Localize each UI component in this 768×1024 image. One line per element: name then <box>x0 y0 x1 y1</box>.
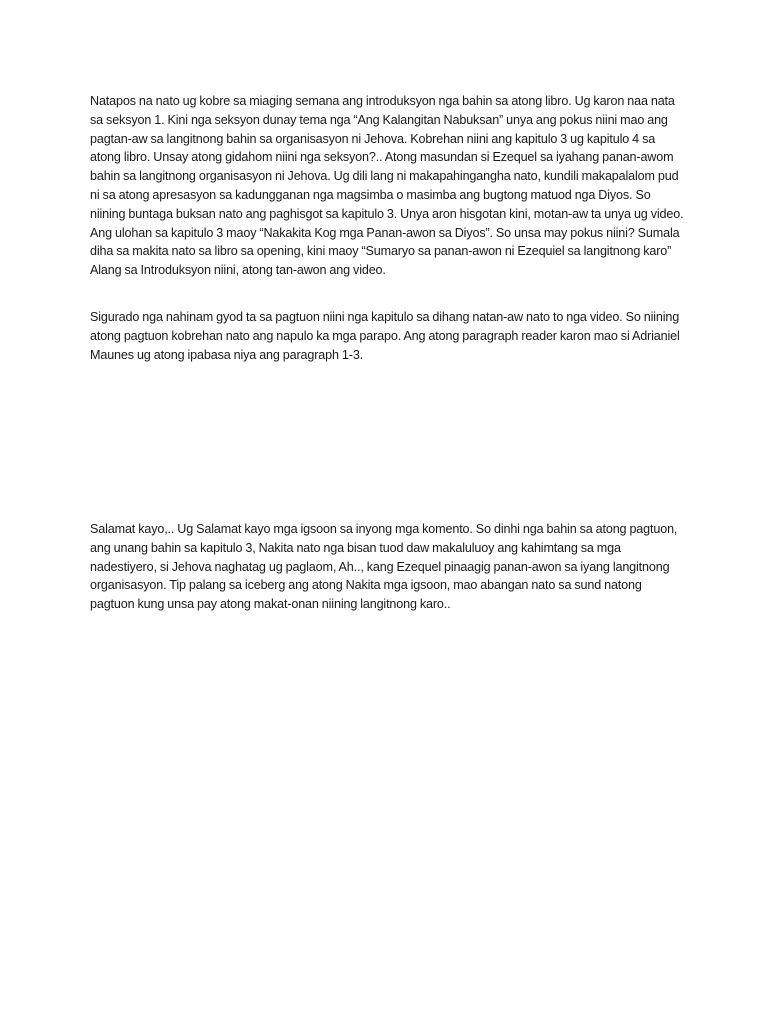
paragraph-introduction: Natapos na nato ug kobre sa miaging semana ang introduksyon nga bahin sa atong libro. Ug karon naa nata sa seksyon 1. Kini nga seksyon dunay tema nga “Ang Kalangitan Nabuksan” unya ang pokus niini mao ang pagtan-aw sa langitnong bahin sa organisasyon ni Jehova. Kobrehan niini ang kapitulo 3 ug kapitulo 4 sa atong libro. Unsay atong gidahom niini nga seksyon?.. Atong masundan si Ezequel sa iyahang panan-awom bahin sa langitnong organisasyon ni Jehova. Ug dili lang ni makapahingangha nato, kundili makapalalom pud ni sa atong apresasyon sa kadungganan nga magsimba o masimba ang bugtong matuod nga Diyos. So niining buntaga buksan nato ang paghisgot sa kapitulo 3. Unya aron hisgotan kini, motan-aw ta unya ug video. Ang ulohan sa kapitulo 3 maoy “Nakakita Kog mga Panan-awon sa Diyos”. So unsa may pokus niini? Sumala diha sa makita nato sa libro sa opening, kini maoy “Sumaryo sa panan-awon ni Ezequiel sa langitnong karo” Alang sa Introduksyon niini, atong tan-awon ang video. <box>90 94 684 278</box>
paragraph-study-intro: Sigurado nga nahinam gyod ta sa pagtuon niini nga kapitulo sa dihang natan-aw nato to nga video. So niining atong pagtuon kobrehan nato ang napulo ka mga parapo. Ang atong paragraph reader karon mao si Adrianiel Maunes ug atong ipabasa niya ang paragraph 1-3. <box>90 310 680 362</box>
paragraph-closing: Salamat kayo,.. Ug Salamat kayo mga igsoon sa inyong mga komento. So dinhi nga bahin sa atong pagtuon, ang unang bahin sa kapitulo 3, Nakita nato nga bisan tuod daw makaluluoy ang kahimtang sa mga nadestiyero, si Jehova naghatag ug paglaom, Ah.., kang Ezequel pinaagig panan-awon sa iyang langitnong organisasyon. Tip palang sa iceberg ang atong Nakita mga igsoon, mao abangan nato sa sund natong pagtuon kung unsa pay atong makat-onan niining langitnong karo.. <box>90 522 678 612</box>
